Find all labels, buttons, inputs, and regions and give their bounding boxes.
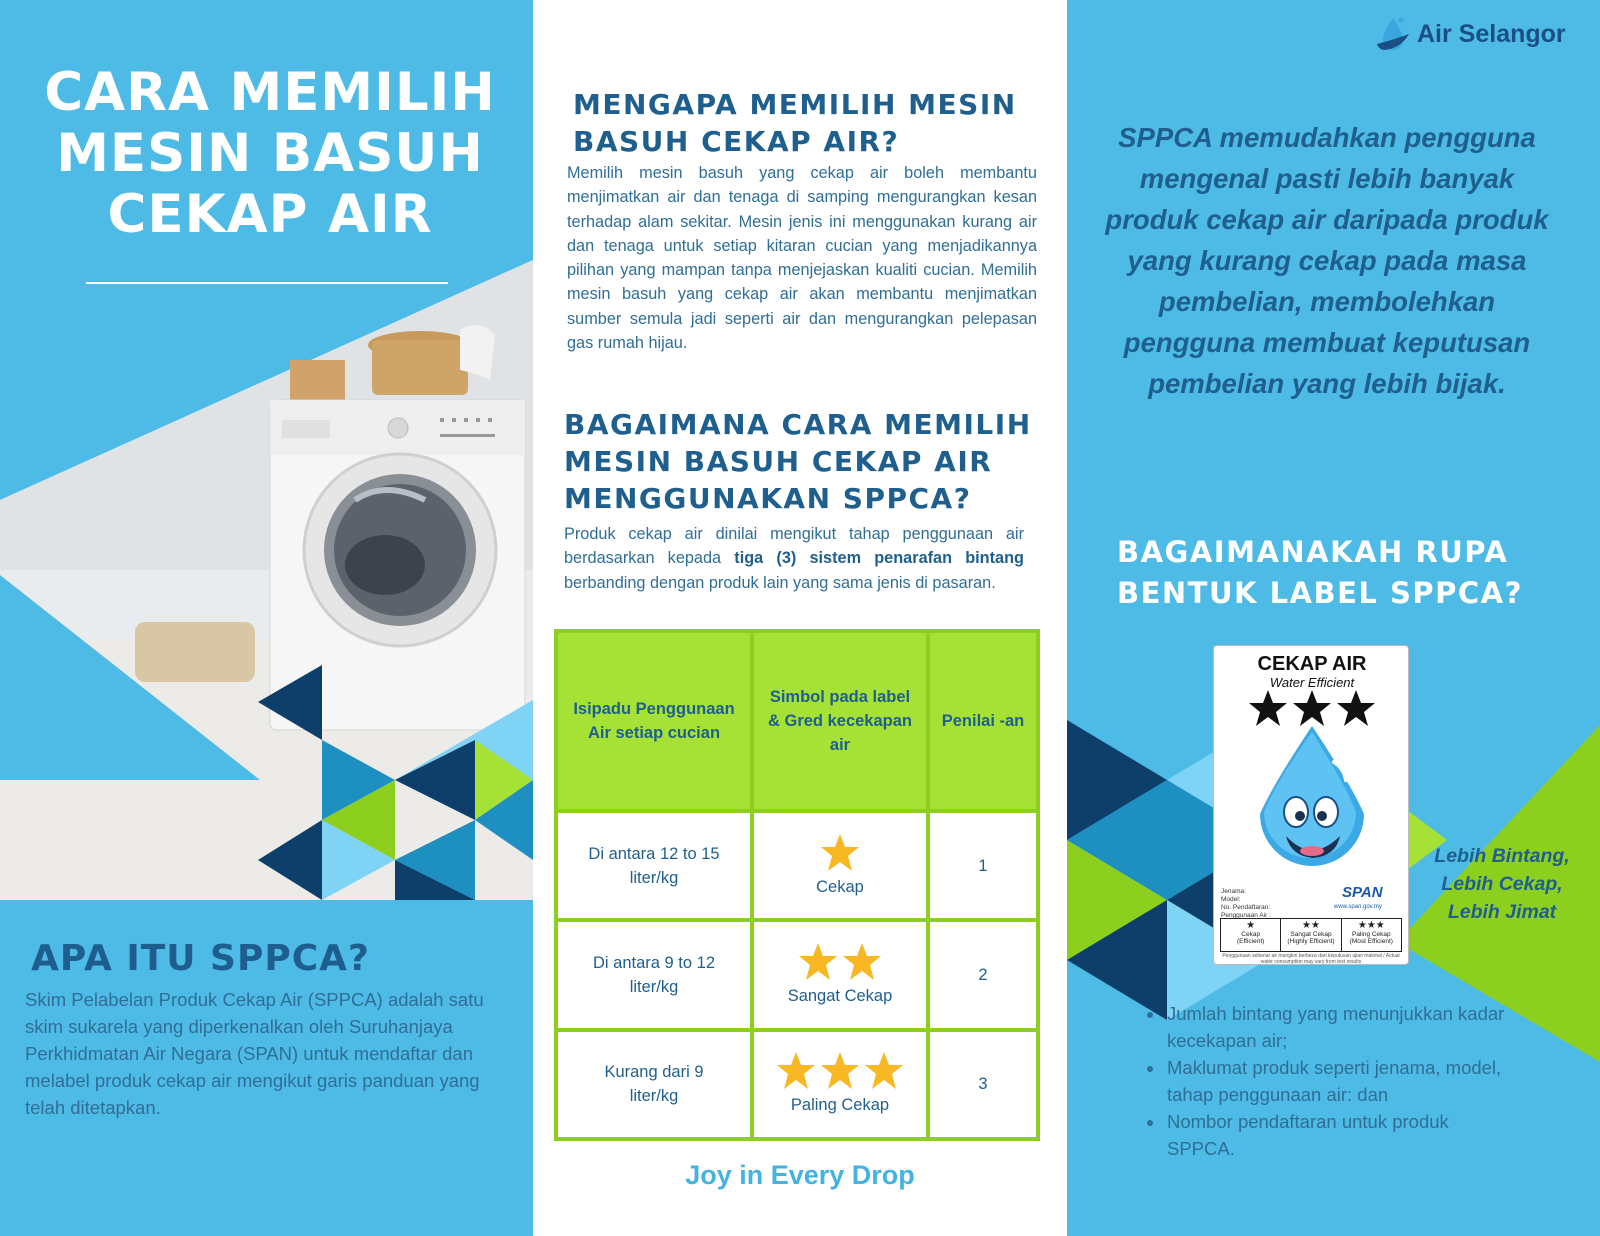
gold-star-icon xyxy=(863,1051,905,1091)
label-title: CEKAP AIR xyxy=(1257,653,1367,675)
symbol-grade-cell xyxy=(752,1030,928,1139)
smiling-water-drop-mascot-icon xyxy=(1246,726,1378,886)
left-panel xyxy=(0,0,533,1236)
sppca-heading: APA ITU SPPCA? xyxy=(31,938,370,979)
sppca-quote: SPPCA memudahkan pengguna mengenal pasti lebih banyak produk cekap air daripada produk yang kurang cekap pada masa pembelian, membolehkan pengguna membuat keputusan pembelian yang lebih bijak. xyxy=(1105,122,1549,399)
water-volume-cell: Kurang dari 9 liter/kg xyxy=(556,1030,752,1139)
label-heading: BAGAIMANAKAH RUPA BENTUK LABEL SPPCA? xyxy=(1117,535,1523,610)
three-black-stars-icon xyxy=(1246,688,1378,728)
how-paragraph: Produk cekap air dinilai mengikut tahap penggunaan air berdasarkan kepada tiga (3) sistem penarafan bintang berbanding dengan produk lain yang sama jenis di pasaran. xyxy=(564,525,1024,592)
water-volume-cell: Di antara 9 to 12 liter/kg xyxy=(556,920,752,1029)
label-features-list xyxy=(1147,1000,1507,1162)
why-heading: MENGAPA MEMILIH MESIN BASUH CEKAP AIR? xyxy=(573,88,1017,158)
slogan: Lebih Bintang, Lebih Cekap, Lebih Jimat xyxy=(1434,845,1570,923)
rating-cell: 2 xyxy=(928,920,1038,1029)
table-row xyxy=(556,811,1038,920)
water-drop-logo-icon xyxy=(1373,14,1413,54)
right-panel xyxy=(1067,0,1600,1236)
gold-star-icon xyxy=(797,942,839,982)
label-fields: Jenama: Model: No. Pendaftaran: Penggunaan Air : xyxy=(1221,888,1271,919)
span-logo: SPAN xyxy=(1342,884,1383,901)
symbol-grade-cell xyxy=(752,811,928,920)
grade-label: Paling Cekap xyxy=(790,1096,890,1115)
gold-star-icon xyxy=(841,942,883,982)
sppca-label-sample xyxy=(1213,645,1409,965)
list-item: • Maklumat produk seperti jenama, model, tahap penggunaan air: dan xyxy=(1165,1054,1507,1108)
rating-system-emphasis: tiga (3) sistem penarafan bintang xyxy=(734,549,1024,568)
sppca-description: Skim Pelabelan Produk Cekap Air (SPPCA) adalah satu skim sukarela yang diperkenalkan oleh Suruhanjaya Perkhidmatan Air Negara (SPAN) untuk mendaftar dan melabel produk cekap air mengikut garis panduan yang telah ditetapkan. xyxy=(25,989,484,1118)
gold-star-icon xyxy=(819,1051,861,1091)
list-item: • Jumlah bintang yang menunjukkan kadar kecekapan air; xyxy=(1165,1000,1507,1054)
grade-cell: ★★★ Paling Cekap (Most Efficient) xyxy=(1349,920,1393,945)
table-row xyxy=(556,1030,1038,1139)
header-symbol: Simbol pada label & Gred kecekapan air xyxy=(752,631,928,811)
grade-cell: ★ Cekap (Efficient) xyxy=(1221,919,1281,951)
rating-table xyxy=(554,629,1040,1141)
rating-cell: 3 xyxy=(928,1030,1038,1139)
grade-cell: ★★ Sangat Cekap (Highly Efficient) xyxy=(1281,919,1341,951)
water-volume-cell: Di antara 12 to 15 liter/kg xyxy=(556,811,752,920)
symbol-grade-cell xyxy=(752,920,928,1029)
brand-name: Air Selangor xyxy=(1417,19,1566,48)
grade-label: Cekap xyxy=(816,877,864,896)
washing-machine-illustration xyxy=(0,260,533,900)
middle-panel xyxy=(533,0,1067,1236)
main-title: CARA MEMILIH MESIN BASUH CEKAP AIR xyxy=(44,62,496,245)
gold-star-icon xyxy=(775,1051,817,1091)
how-heading: BAGAIMANA CARA MEMILIH MESIN BASUH CEKAP AIR MENGGUNAKAN SPPCA? xyxy=(564,408,1032,515)
rating-cell: 1 xyxy=(928,811,1038,920)
label-subtitle: Water Efficient xyxy=(1269,675,1355,690)
table-row xyxy=(556,920,1038,1029)
span-website: www.span.gov.my xyxy=(1334,904,1382,910)
label-grade-table xyxy=(1220,918,1402,952)
grade-label: Sangat Cekap xyxy=(787,986,893,1005)
tagline: Joy in Every Drop xyxy=(685,1160,915,1190)
header-rating: Penilai -an xyxy=(928,631,1038,811)
list-item: • Nombor pendaftaran untuk produk SPPCA. xyxy=(1165,1108,1507,1162)
header-volume: Isipadu Penggunaan Air setiap cucian xyxy=(556,631,752,811)
why-paragraph: Memilih mesin basuh yang cekap air boleh membantu menjimatkan air dan tenaga di samping mengurangkan kesan terhadap alam sekitar. Mesin jenis ini menggunakan kurang air dan tenaga untuk setiap kitaran cucian yang menjadikannya pilihan yang mampan tanpa menjejaskan kualiti cucian. Memilih mesin basuh yang cekap air akan membantu menjimatkan sumber semula jadi seperti air dan mengurangkan pelepasan gas rumah hijau. xyxy=(567,164,1037,353)
label-disclaimer: Penggunaan sebenar air mungkin berbeza dari keputusan ujian makmal / Actual water consumption may vary from test results xyxy=(1222,953,1400,965)
brand-logo xyxy=(1373,14,1566,54)
gold-star-icon xyxy=(819,833,861,873)
